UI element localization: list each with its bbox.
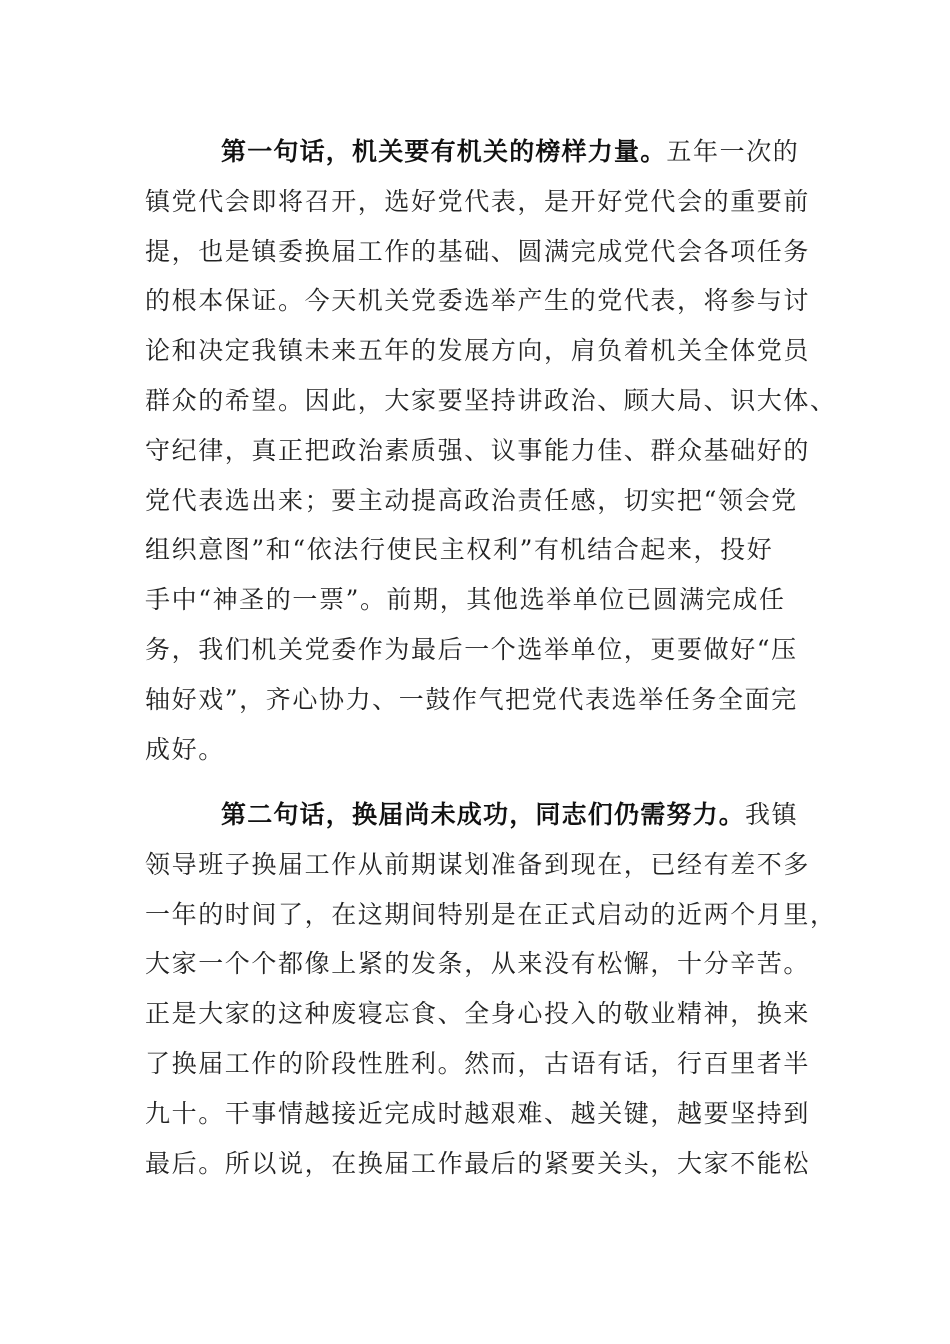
- paragraph-line: 轴好戏”，齐心协力、一鼓作气把党代表选举任务全面完: [145, 684, 798, 714]
- paragraph-line: 务，我们机关党委作为最后一个选举单位，更要做好“压: [145, 634, 798, 664]
- paragraph-text: 五年一次的: [666, 137, 800, 166]
- paragraph-line: 手中“神圣的一票”。前期，其他选举单位已圆满完成任: [145, 585, 786, 615]
- paragraph-line: 守纪律，真正把政治素质强、议事能力佳、群众基础好的: [145, 435, 811, 465]
- paragraph-line: [145, 790, 799, 840]
- paragraph-line: 提，也是镇委换届工作的基础、圆满完成党代会各项任务: [145, 236, 811, 266]
- paragraph-line: 论和决定我镇未来五年的发展方向，肩负着机关全体党员: [145, 336, 811, 366]
- paragraph-line: 九十。干事情越接近完成时越艰难、越关键，越要坚持到: [145, 1098, 811, 1128]
- paragraph-line: 群众的希望。因此，大家要坚持讲政治、顾大局、识大体、: [145, 385, 837, 415]
- paragraph-line: 组织意图”和“依法行使民主权利”有机结合起来，投好: [145, 535, 774, 565]
- paragraph-line: 领导班子换届工作从前期谋划准备到现在，已经有差不多: [145, 849, 811, 879]
- paragraph-line: 的根本保证。今天机关党委选举产生的党代表，将参与讨: [145, 286, 811, 316]
- paragraph-2: [145, 790, 837, 1188]
- paragraph-1: [145, 127, 837, 774]
- paragraph-line: 正是大家的这种废寝忘食、全身心投入的敬业精神，换来: [145, 999, 811, 1029]
- paragraph-text: 我镇: [745, 800, 799, 829]
- paragraph-line: 大家一个个都像上紧的发条，从来没有松懈，十分辛苦。: [145, 949, 811, 979]
- paragraph-lead-sentence: 第一句话，机关要有机关的榜样力量。: [221, 137, 667, 166]
- paragraph-line: 最后。所以说，在换届工作最后的紧要关头，大家不能松: [145, 1148, 811, 1178]
- paragraph-lead-sentence: 第二句话，换届尚未成功，同志们仍需努力。: [221, 800, 746, 829]
- paragraph-line: 党代表选出来；要主动提高政治责任感，切实把“领会党: [145, 485, 798, 515]
- paragraph-line: [145, 127, 800, 177]
- paragraph-line: 了换届工作的阶段性胜利。然而，古语有话，行百里者半: [145, 1048, 811, 1078]
- paragraph-line: 成好。: [145, 734, 225, 764]
- paragraph-line: 镇党代会即将召开，选好党代表，是开好党代会的重要前: [145, 186, 811, 216]
- paragraph-line: 一年的时间了，在这期间特别是在正式启动的近两个月里，: [145, 899, 837, 929]
